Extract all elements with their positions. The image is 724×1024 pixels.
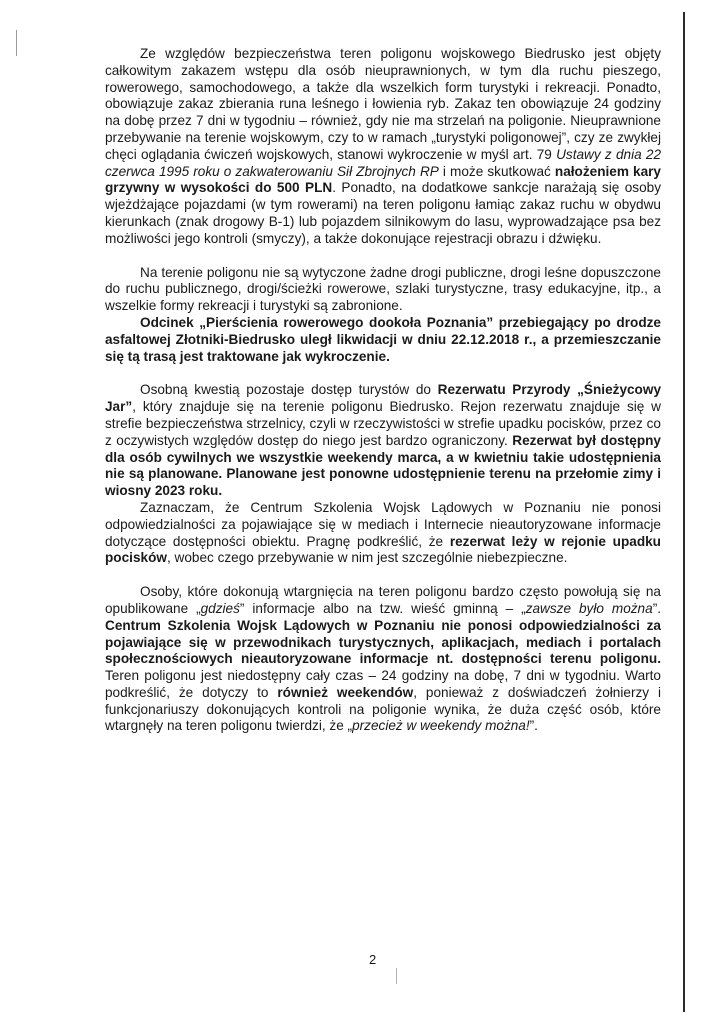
paragraph-reserve-access — [105, 382, 661, 500]
text-run: Na terenie poligonu nie są wytyczone żadne drogi publiczne, drogi leśne dopuszczone do ruchu publicznego, drogi/ścieżki rowerowe, szlaki turystyczne, trasy edukacyjne, itp., a wszelkie formy rekreacji i turystyki są zabronione. — [105, 264, 661, 314]
text-run: nałożeniem kary grzywny w wysokości do 500 PLN — [105, 163, 661, 196]
text-run: ” informacje albo na tzw. wieść gminną – „ — [239, 600, 526, 616]
text-run: Rezerwat był dostępny dla osób cywilnych we wszystkie weekendy marca, a w kwietniu takie udostępnienia nie są planowane. Planowane jest ponowne udostępnienie terenu na przełomie zimy i wiosny 2023 roku. — [105, 432, 661, 499]
paragraph-liability-notice — [105, 500, 661, 567]
text-run: Osoby, które dokonują wtargnięcia na teren poligonu bardzo często powołują się na opublikowane „ — [105, 584, 661, 616]
page-number: 2 — [369, 952, 377, 967]
text-run: Zaznaczam, że Centrum Szkolenia Wojsk Lądowych w Poznaniu nie ponosi odpowiedzialności za pojawiające się w mediach i Internecie nieautoryzowane informacje dotyczące dostępności obiektu. Pragnę podkreślić, że — [105, 499, 661, 549]
text-run: , który znajduje się na terenie poligonu Biedrusko. Rejon rezerwatu znajduje się w strefie bezpieczeństwa strzelnicy, czyli w rzeczywistości w strefie upadku pocisków, przez co z oczywistych względów dostęp do niego jest bardzo ograniczony. — [105, 399, 661, 448]
text-run: i może skutkować — [438, 163, 555, 179]
paragraph-security-ban — [105, 46, 661, 248]
text-run: Odcinek „Pierścienia rowerowego dookoła Poznania” przebiegający po drodze asfaltowej Złotniki-Biedrusko uległ likwidacji w dniu 22.12.2018 r., a przemieszczanie się tą trasą jest traktowane jak wykroczenie. — [105, 314, 661, 364]
scan-artifact-bottom — [396, 968, 397, 984]
text-run: Ze względów bezpieczeństwa teren poligonu wojskowego Biedrusko jest objęty całkowitym zakazem wstępu dla osób nieuprawnionych, w tym dla ruchu pieszego, rowerowego, samochodowego, a także dla wszelkich form turystyki i rekreacji. Ponadto, obowiązuje zakaz zbierania runa leśnego i łowienia ryb. Zakaz ten obowiązuje 24 godziny na dobę przez 7 dni w tygodniu – również, gdy nie ma strzelań na poligonie. Nieuprawnione przebywanie na terenie wojskowym, czy to w ramach „turystyki poligonowej”, czy ze zwykłej chęci oglądania ćwiczeń wojskowych, stanowi wykroczenie w myśl art. 79 — [105, 46, 661, 162]
text-run: Osobną kwestią pozostaje dostęp turystów do — [140, 382, 438, 398]
text-run: . Ponadto, na dodatkowe sankcje narażają się osoby wjeżdżające pojazdami (w tym rowerami) na teren poligonu łamiąc zakaz ruchu w obydwu kierunkach (znak drogowy B-1) lub pojazdem silnikowym do lasu, wyprowadzające psa bez możliwości jego kontroli (smyczy), a także dokonujące rejestracji obrazu i dźwięku. — [105, 180, 661, 246]
text-run: gdzieś — [200, 600, 240, 616]
text-run: ”. — [652, 600, 661, 616]
text-run: , ponieważ z doświadczeń żołnierzy i funkcjonariuszy dokonujących kontroli na poligonie wynika, że duża część osób, które wtargnęły na teren poligonu twierdzi, że „ — [105, 684, 661, 734]
text-run: Teren poligonu jest niedostępny cały czas – 24 godziny na dobę, 7 dni w tygodniu. Warto podkreślić, że dotyczy to — [105, 668, 661, 700]
scan-artifact-left — [16, 30, 17, 56]
text-run: również weekendów — [277, 684, 414, 700]
text-run: ”. — [529, 718, 538, 734]
paragraph-no-public-roads — [105, 265, 661, 315]
text-run: Rezerwatu Przyrody „Śnieżycowy Jar” — [105, 382, 661, 415]
paragraph-bike-ring-closure — [105, 315, 661, 365]
text-run: , wobec czego przebywanie w nim jest szczególnie niebezpieczne. — [166, 550, 568, 566]
paragraph-unauthorized-info — [105, 584, 661, 735]
text-run: zawsze było można — [525, 600, 653, 616]
scan-artifact-right-border — [683, 12, 685, 1012]
text-run: Centrum Szkolenia Wojsk Lądowych w Poznaniu nie ponosi odpowiedzialności za pojawiające się w przewodnikach turystycznych, aplikacjach, mediach i portalach społecznościowych nieautoryzowane informacje nt. dostępności terenu poligonu. — [105, 617, 661, 667]
text-run: rezerwat leży w rejonie upadku pocisków — [105, 533, 661, 566]
text-run: przecież w weekendy można! — [352, 718, 530, 734]
document-body — [105, 46, 661, 735]
text-run: Ustawy z dnia 22 czerwca 1995 roku o zakwaterowaniu Sił Zbrojnych RP — [105, 146, 661, 179]
